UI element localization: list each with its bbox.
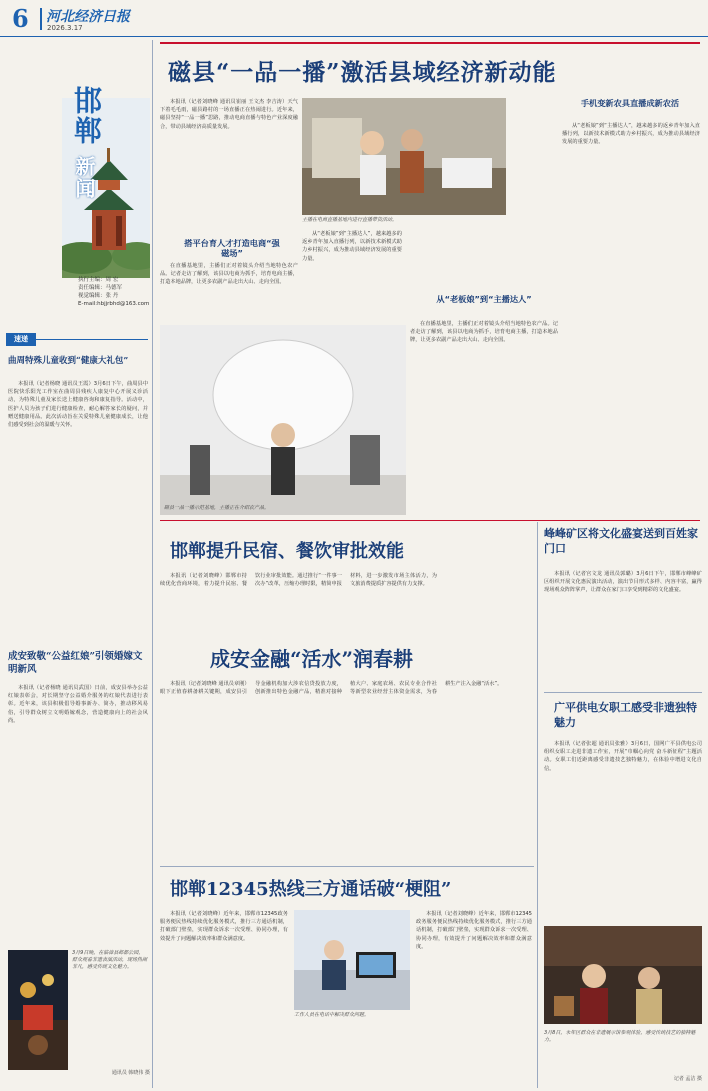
main-photo-bottom xyxy=(160,325,406,515)
brief-photo-caption-text: 3月9日晚，在临漳县邺都公园，群众观看非遗表演活动，现场热闹非凡，感受传统文化魅力。 xyxy=(72,950,148,970)
section-city: 邯郸 xyxy=(70,86,103,146)
women-body-text: 本报讯（记者张超 通讯员张雅）3月6日，国网广平县供电公司组织女职工走进非遗工作室，开展“巾帼心向党 奋斗新征程”主题活动。女职工们近距离感受非遗技艺独特魅力，在体验中增进文化自信。 xyxy=(544,741,702,772)
women-headline: 广平供电女职工感受非遗独特魅力 xyxy=(554,701,697,729)
main-body-col2 xyxy=(302,230,402,330)
finance-body-text: 本报讯（记者刘晓峰 通讯员章刚）眼下正值春耕备耕关键期，成安县引导金融机构加大涉农信贷投放力度，创新推出特色金融产品，精准对接种植大户、家庭农场、农民专业合作社等新型农业经营主体资金需求，为春耕生产注入金融“活水”。 xyxy=(160,681,503,696)
issue-date: 2026.3.17 xyxy=(47,24,83,32)
brief-photo xyxy=(8,950,68,1070)
brief-badge: 速递 xyxy=(6,333,36,346)
finance-body xyxy=(160,680,532,860)
brief-item1-text: 本报讯（记者杨晓 通讯员王霞）3月6日下午，曲周县中医院快乐阳光工作室在曲周县残疾人康复中心开展义诊活动，为特殊儿童及家长送上健康咨询和康复指导。活动中，医护人员为孩子们进行健康检查，耐心解答家长的疑问，并赠送健康用品。此次活动旨在关爱特殊儿童健康成长，让他们感受到社会的温暖与关怀。 xyxy=(8,381,148,429)
main-photo-top xyxy=(302,98,506,215)
brief-item2-text: 本报讯（记者杨晓 通讯员武国）日前，成安县举办公益红娘表彰会，对长期坚守公益婚介服务的红娘代表进行表彰。近年来，该县积极倡导婚事新办、简办，推动移风易俗，引导群众树立文明婚嫁观念，营造健康向上的社会风尚。 xyxy=(8,685,148,724)
hotline-body-left-text: 本报讯（记者刘晓峰）近年来，邯郸市12345政务服务便民热线持续优化服务模式，推行三方通话机制，打破部门壁垒，实现群众诉求一次受理、协同办理，有效提升了问题解决效率和群众满意度。 xyxy=(160,911,288,942)
main-body-col3 xyxy=(410,320,558,510)
folk-headline: 峰峰矿区将文化盛宴送到百姓家门口 xyxy=(544,527,698,555)
main-headline: 磁县“一品一播”激活县域经济新动能 xyxy=(168,59,557,86)
main-subhead-right: 手机变新农具直播成新农活 xyxy=(580,98,680,108)
hotline-photo-caption: 工作人员在电话中解决群众问题。 xyxy=(294,1012,370,1018)
women-photo-credit: 记者 孟洁 摄 xyxy=(673,1076,702,1082)
women-photo-caption-text: 3月8日，永年区群众在非遗展示馆参观体验，感受传统技艺的独特魅力。 xyxy=(544,1030,696,1043)
section-news: 新闻 xyxy=(72,156,96,200)
main-body-col2-text: 从“老板娘”到“主播达人”，越来越多的返乡青年加入直播行列，以新技术新模式助力乡村振兴，成为推动县域经济发展的重要力量。 xyxy=(302,231,402,262)
main-top-rule xyxy=(160,42,700,44)
main-subhead1: 搭平台育人才打造电商“强磁场” xyxy=(184,238,280,258)
main-body2-text: 在直播基地里，主播们正对着镜头介绍当地特色农产品。记者走访了解到，该县以电商为抓手，培育电商主播，打造本地品牌，让更多农副产品走出大山、走向全国。 xyxy=(160,263,298,286)
editor-line: 视觉编辑：张 丹 xyxy=(78,293,119,299)
hotline-photo xyxy=(294,910,410,1010)
section-title-block xyxy=(0,38,150,318)
minsu-body-text: 本报讯（记者刘晓峰）邯郸市持续优化营商环境，着力提升民宿、餐饮行业审批效能。通过推行“一件事一次办”改革，压缩办理时限，精简申报材料，进一步激发市场主体活力，为文旅消费提质扩容提供有力支撑。 xyxy=(160,573,437,588)
main-body-right-text: 从“老板娘”到“主播达人”，越来越多的返乡青年加入直播行列，以新技术新模式助力乡村振兴，成为推动县域经济发展的重要力量。 xyxy=(562,123,700,146)
folk-body xyxy=(544,570,702,686)
folk-bottom-rule xyxy=(544,692,702,693)
paper-name: 河北经济日报 xyxy=(46,9,130,25)
minsu-headline: 邯郸提升民宿、餐饮审批效能 xyxy=(170,541,404,562)
hotline-body-right-text: 本报讯（记者刘晓峰）近年来，邯郸市12345政务服务便民热线持续优化服务模式，推行三方通话机制，打破部门壁垒，实现群众诉求一次受理、协同办理，有效提升了问题解决效率和群众满意度。 xyxy=(416,911,532,950)
main-bottom-rule xyxy=(160,520,700,521)
main-body1-text: 本报讯（记者刘晓峰 通讯员崔丽 王文杰 李吉涛）天气下着毛毛雨，磁县路村的一场直播正在热闹进行。近年来，磁县坚持“一品一播”思路，推动电商直播与特色产业深度融合，带动县域经济高质量发展。 xyxy=(160,99,298,130)
main-body-right xyxy=(562,122,700,502)
women-photo xyxy=(544,926,702,1024)
main-body-col1b xyxy=(160,262,298,317)
editor-info xyxy=(78,276,150,308)
brief-badge-line xyxy=(36,339,148,340)
hotline-headline: 邯郸12345热线三方通话破“梗阻” xyxy=(170,879,452,900)
main-body-col3-text: 在直播基地里，主播们正对着镜头介绍当地特色农产品。记者走访了解到，该县以电商为抓手，培育电商主播，打造本地品牌，让更多农副产品走出大山、走向全国。 xyxy=(410,321,558,344)
women-body xyxy=(544,740,702,920)
brief-item1-title: 曲周特殊儿童收到“健康大礼包” xyxy=(8,356,129,366)
brief-photo-caption xyxy=(72,950,148,1060)
page-number-bar xyxy=(40,8,42,30)
editor-line: 执行主编：周 宏 xyxy=(78,277,119,283)
main-photo-top-caption: 主播在电商直播基地内进行直播带货活动。 xyxy=(302,217,398,223)
brief-item1-body xyxy=(8,380,148,638)
finance-bottom-rule xyxy=(160,866,534,867)
editor-email: E-mail:hbjjrbhd@163.com xyxy=(78,301,150,307)
right-column-divider xyxy=(537,522,538,1088)
main-body-col1 xyxy=(160,98,298,248)
women-photo-caption xyxy=(544,1030,702,1078)
finance-headline: 成安金融“活水”润春耕 xyxy=(210,647,414,671)
main-photo-bottom-caption: 磁县一品一播示范基地，主播正在介绍农产品。 xyxy=(164,505,270,511)
page-header xyxy=(0,0,708,38)
hotline-body-right xyxy=(416,910,532,1086)
main-subhead2: 从“老板娘”到“主播达人” xyxy=(436,294,532,304)
brief-photo-credit: 通讯员 韩晓伟 摄 xyxy=(111,1070,150,1076)
hotline-body-left xyxy=(160,910,288,1086)
folk-body-text: 本报讯（记者宫文龙 通讯员郭璐）3月6日下午，邯郸市峰峰矿区组织开展文化惠民演出活动，演出节目形式多样、内容丰富，赢得现场观众阵阵掌声，让群众在家门口享受到精彩的文化盛宴。 xyxy=(544,571,702,594)
left-column-divider xyxy=(152,40,153,1088)
editor-line: 责任编辑：马德军 xyxy=(78,285,123,291)
brief-item2-body xyxy=(8,684,148,942)
header-underline xyxy=(0,36,708,37)
brief-item2-title: 成安致敬“公益红娘”引领婚嫁文明新风 xyxy=(8,651,143,675)
page-number: 6 xyxy=(12,4,29,33)
minsu-body xyxy=(160,572,532,620)
